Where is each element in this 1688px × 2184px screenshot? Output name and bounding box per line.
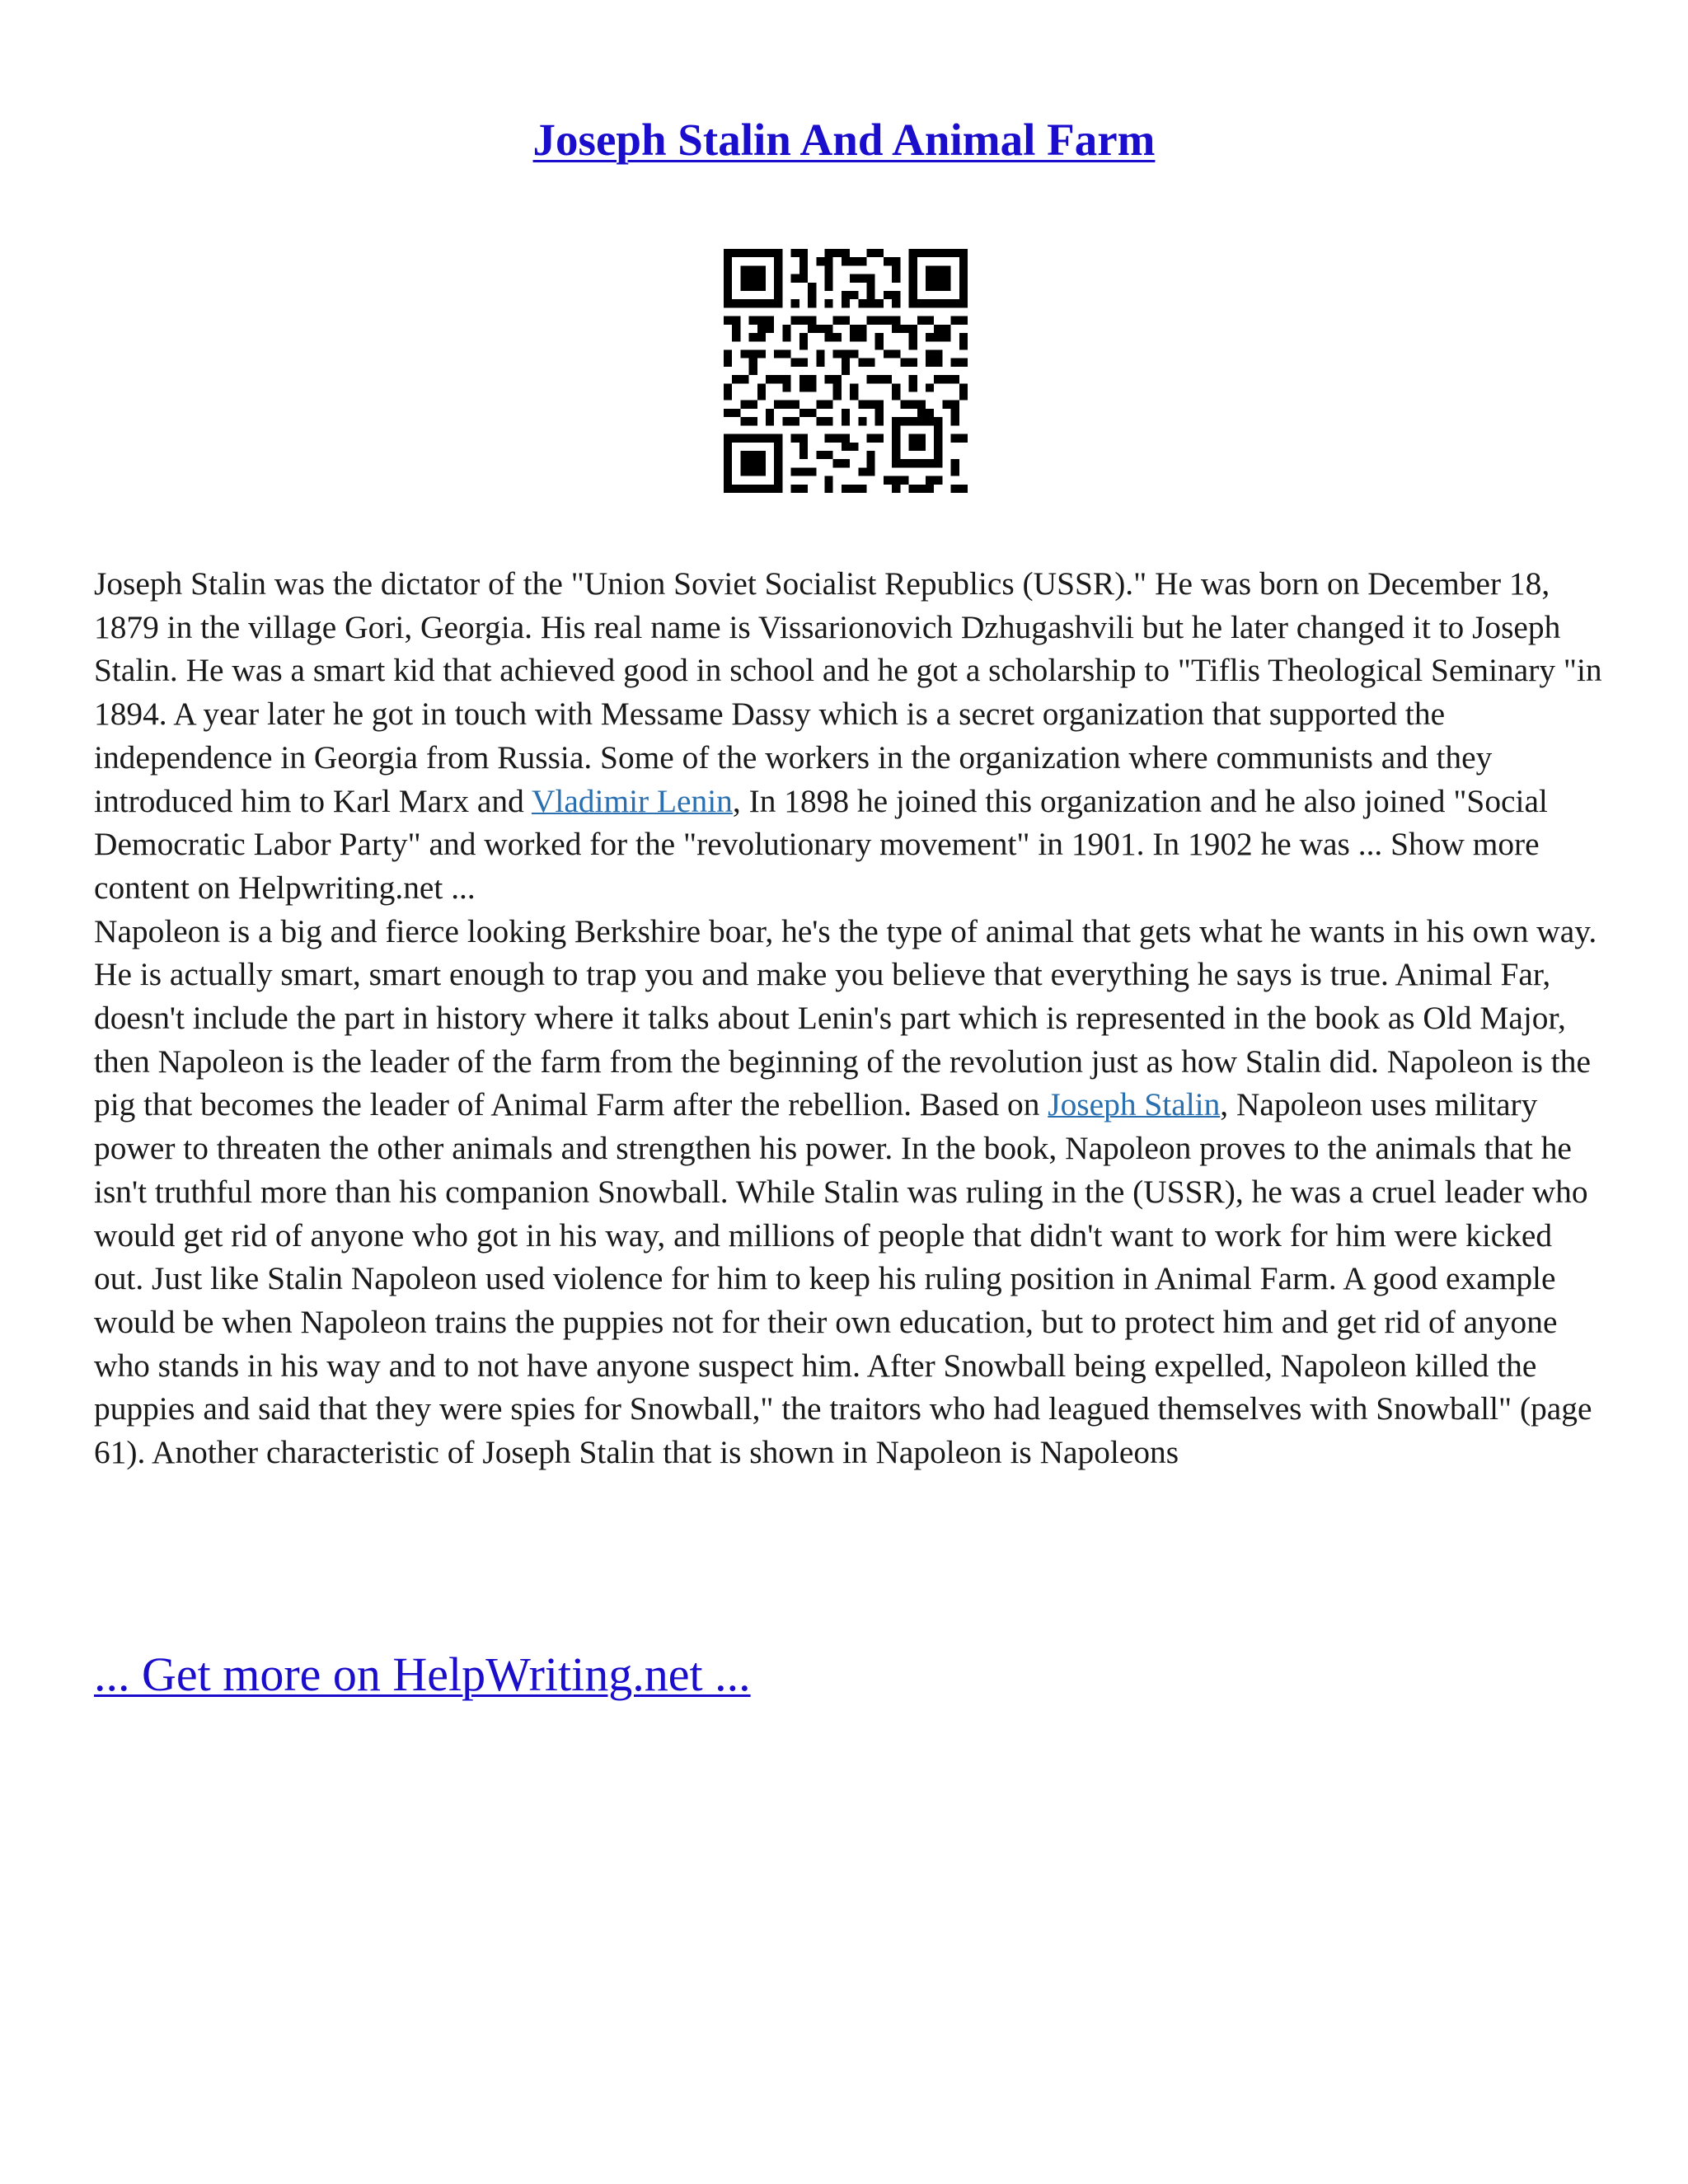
paragraph-text: Napoleon is a big and fierce looking Berkshire boar, he's the type of animal that gets what he wants in his own way. He is actually smart, smart enough to trap you and make you believe that everything he says is true. Animal Far, doesn't include the part in history where it talks about Lenin's part which is represented in the book as Old Major, then Napoleon is the leader of the farm from the beginning of the revolution just as how Stalin did. Napoleon is the pig that becomes the leader of Animal Farm after the rebellion. Based on (94, 912, 1597, 1123)
paragraph-stalin-bio (94, 562, 1602, 910)
paragraph-napoleon (94, 910, 1602, 1474)
get-more-link[interactable]: ... Get more on HelpWriting.net ... (94, 1647, 751, 1701)
title-container (0, 114, 1688, 166)
page-title-link[interactable]: Joseph Stalin And Animal Farm (532, 115, 1156, 165)
more-link-container (94, 1647, 751, 1702)
paragraph-text: , Napoleon uses military power to threaten the other animals and strengthen his power. In the book, Napoleon proves to the animals that he isn't truthful more than his companion Snowball. While Stalin was ruling in the (USSR), he was a cruel leader who would get rid of anyone who got in his way, and millions of people that didn't want to work for him were kicked out. Just like Stalin Napoleon used violence for him to keep his ruling position in Animal Farm. A good example would be when Napoleon trains the puppies not for their own education, but to protect him and get rid of anyone who stands in his way and to not have anyone suspect him. After Snowball being expelled, Napoleon killed the puppies and said that they were spies for Snowball," the traitors who had leagued themselves with Snowball" (page 61). Another characteristic of Joseph Stalin that is shown in Napoleon is Napoleons (94, 1086, 1592, 1471)
paragraph-text: , In 1898 he joined this organization and he also joined "Social Democratic Labor Party" and worked for the "revolutionary movement" in 1901. In 1902 he was ... Show more content on Helpwriting.net ... (94, 782, 1548, 906)
joseph-stalin-link[interactable]: Joseph Stalin (1048, 1086, 1221, 1123)
qr-code-icon (724, 249, 968, 493)
vladimir-lenin-link[interactable]: Vladimir Lenin (531, 782, 733, 819)
paragraph-text: Joseph Stalin was the dictator of the "Union Soviet Socialist Republics (USSR)." He was born on December 18, 1879 in the village Gori, Georgia. His real name is Vissarionovich Dzhugashvili but he later changed it to Joseph Stalin. He was a smart kid that achieved good in school and he got a scholarship to "Tiflis Theological Seminary "in 1894. A year later he got in touch with Messame Dassy which is a secret organization that supported the independence in Georgia from Russia. Some of the workers in the organization where communists and they introduced him to Karl Marx and (94, 565, 1602, 819)
article-body (94, 562, 1602, 1474)
